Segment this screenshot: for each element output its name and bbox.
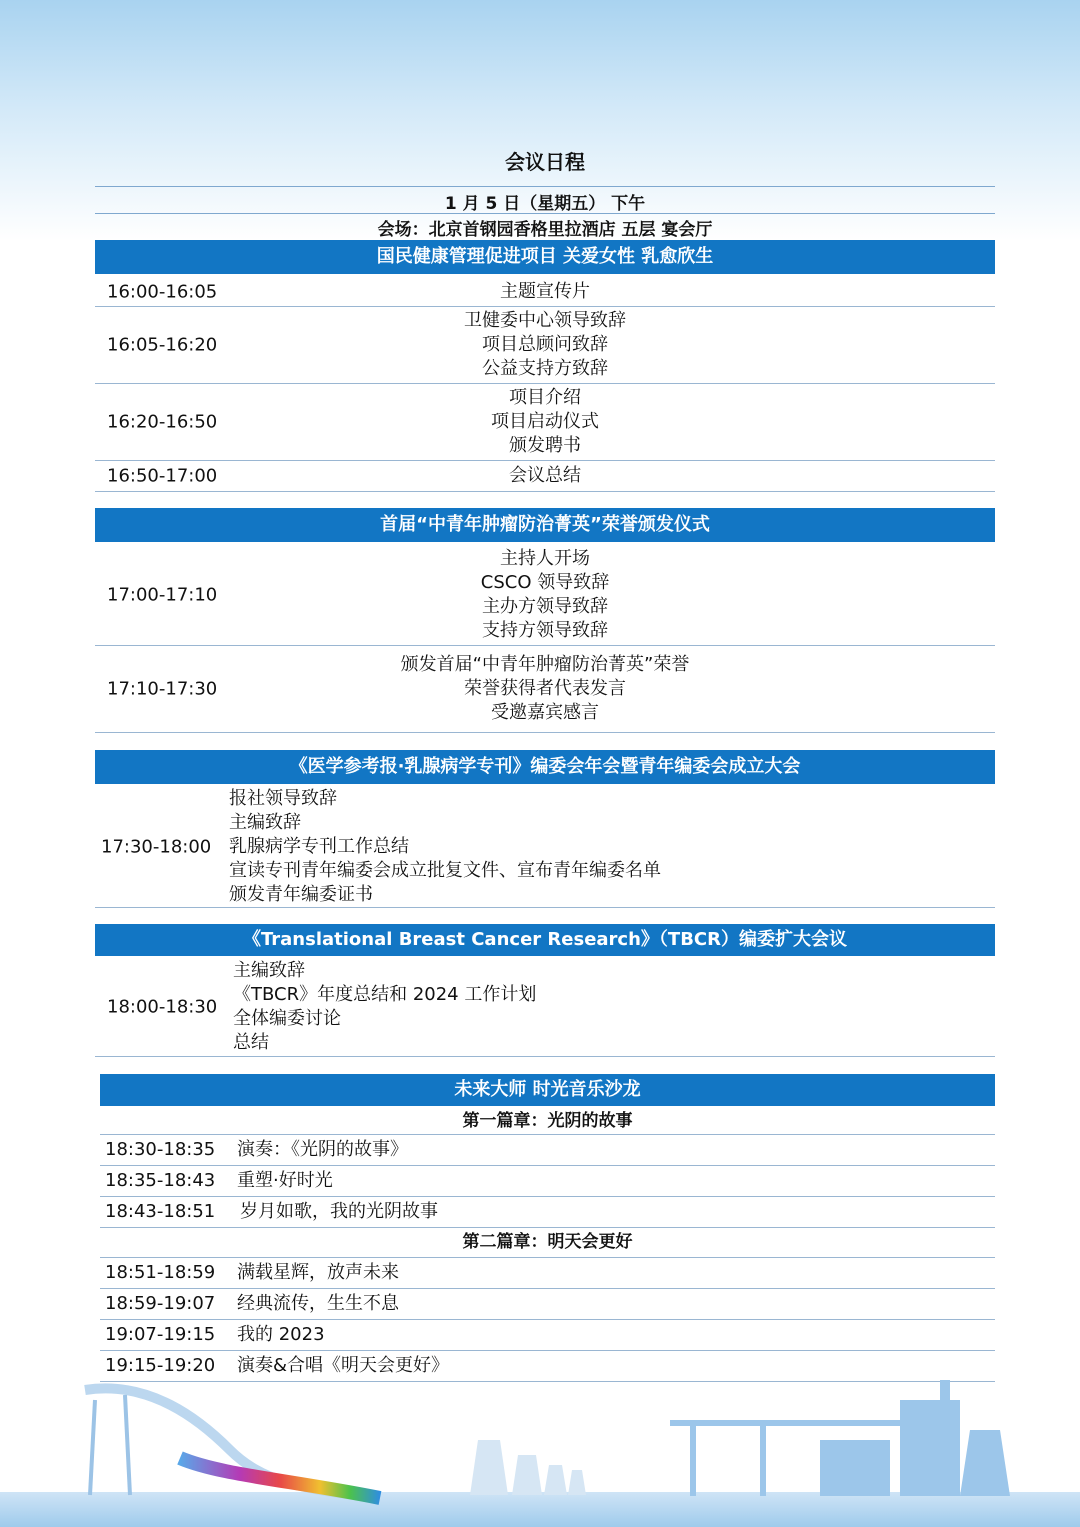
ground-band: [0, 1492, 1080, 1527]
row-item: 主编致辞: [229, 811, 301, 833]
agenda-row: [100, 1289, 995, 1320]
row-item: 总结: [233, 1031, 269, 1053]
row-item: 项目启动仪式: [491, 411, 599, 432]
row-item: 满载星辉，放声未来: [237, 1262, 399, 1283]
row-item: 重塑·好时光: [237, 1170, 333, 1191]
skyline-illustration: [0, 1380, 1080, 1527]
agenda-row: [100, 1351, 995, 1382]
row-item: CSCO 领导致辞: [480, 571, 610, 593]
row-item: 演奏&合唱《明天会更好》: [237, 1355, 450, 1376]
row-item: 主题宣传片: [500, 281, 590, 302]
row-item: 颁发首届“中青年肿瘤防治菁英”荣誉: [400, 654, 690, 675]
row-time: 16:05-16:20: [107, 334, 218, 356]
row-time: 17:10-17:30: [107, 678, 218, 700]
row-time: 17:30-18:00: [101, 836, 212, 857]
row-time: 16:20-16:50: [107, 411, 218, 433]
tower-leg: [90, 1400, 95, 1495]
agenda-row: [95, 384, 995, 461]
agenda-row: [100, 1166, 995, 1197]
row-item: 主办方领导致辞: [482, 595, 608, 617]
row-item: 卫健委中心领导致辞: [464, 310, 626, 331]
divider: [95, 186, 995, 187]
row-time: 18:59-19:07: [105, 1293, 216, 1314]
row-item: 全体编委讨论: [233, 1007, 341, 1029]
divider: [95, 213, 995, 214]
row-item: 项目介绍: [509, 387, 581, 408]
row-item: 颁发青年编委证书: [229, 883, 373, 905]
row-item: 主编致辞: [233, 959, 305, 981]
row-time: 18:43-18:51: [105, 1201, 216, 1222]
row-item: 乳腺病学专刊工作总结: [229, 835, 409, 857]
row-items: [229, 787, 989, 907]
row-item: 宣读专刊青年编委会成立批复文件、宣布青年编委名单: [229, 859, 661, 881]
agenda-row: [95, 307, 995, 384]
agenda-row: [100, 1258, 995, 1289]
row-item: 演奏：《光阴的故事》: [237, 1139, 408, 1160]
section-header: 《医学参考报·乳腺病学专刊》编委会年会暨青年编委会成立大会: [95, 750, 995, 784]
row-item: 项目总顾问致辞: [482, 334, 608, 355]
tower-leg: [125, 1395, 130, 1495]
agenda-row: [95, 544, 995, 646]
section-header: 国民健康管理促进项目 关爱女性 乳愈欣生: [95, 240, 995, 274]
section-header: 首届“中青年肿瘤防治菁英”荣誉颁发仪式: [95, 508, 995, 542]
row-item: 岁月如歌，我的光阴故事: [240, 1201, 438, 1222]
row-item: 主持人开场: [500, 547, 590, 569]
row-item: 公益支持方致辞: [482, 358, 608, 379]
chapter-title: 第一篇章：光阴的故事: [100, 1108, 995, 1135]
row-item: 荣誉获得者代表发言: [464, 678, 626, 699]
agenda-row: [95, 461, 995, 492]
row-time: 18:51-18:59: [105, 1262, 216, 1283]
row-time: 16:50-17:00: [107, 465, 218, 487]
cooling-towers: [470, 1440, 586, 1495]
row-item: 报社领导致辞: [229, 787, 337, 809]
agenda-row: [100, 1197, 995, 1228]
row-time: 17:00-17:10: [107, 584, 218, 605]
row-time: 19:07-19:15: [105, 1324, 216, 1345]
agenda-row: [100, 1320, 995, 1351]
row-item: 经典流传，生生不息: [237, 1293, 399, 1314]
row-item: 受邀嘉宾感言: [491, 702, 599, 723]
venue-line: 会场：北京首钢园香格里拉酒店 五层 宴会厅: [377, 220, 713, 240]
agenda-row: [95, 957, 995, 1057]
row-item: 支持方领导致辞: [482, 619, 608, 641]
row-items: [233, 959, 989, 1055]
row-time: 19:15-19:20: [105, 1355, 216, 1376]
agenda-row: [95, 786, 995, 908]
row-items: [95, 309, 995, 381]
steel-plant: [670, 1380, 1010, 1496]
agenda-row: [95, 278, 995, 307]
row-item: 《TBCR》年度总结和 2024 工作计划: [233, 983, 537, 1005]
row-time: 18:35-18:43: [105, 1170, 216, 1191]
row-items: [95, 386, 995, 458]
row-item: 颁发聘书: [509, 435, 581, 456]
page-title: 会议日程: [505, 150, 585, 174]
row-time: 18:30-18:35: [105, 1139, 216, 1160]
row-item: 会议总结: [509, 465, 581, 486]
section-header: 未来大师 时光音乐沙龙: [100, 1074, 995, 1106]
agenda-row: [100, 1135, 995, 1166]
row-items: [95, 653, 995, 725]
row-items: [95, 464, 995, 488]
row-time: 18:00-18:30: [107, 996, 218, 1017]
row-items: [95, 280, 995, 304]
row-item: 我的 2023: [237, 1324, 325, 1345]
section-header: 《Translational Breast Cancer Research》（TBCR）编委扩大会议: [95, 924, 995, 956]
row-time: 16:00-16:05: [107, 281, 218, 303]
agenda-row: [95, 646, 995, 733]
chapter-title: 第二篇章：明天会更好: [100, 1228, 995, 1258]
row-items: [95, 547, 995, 643]
date-line: 1 月 5 日（星期五） 下午: [444, 194, 646, 214]
